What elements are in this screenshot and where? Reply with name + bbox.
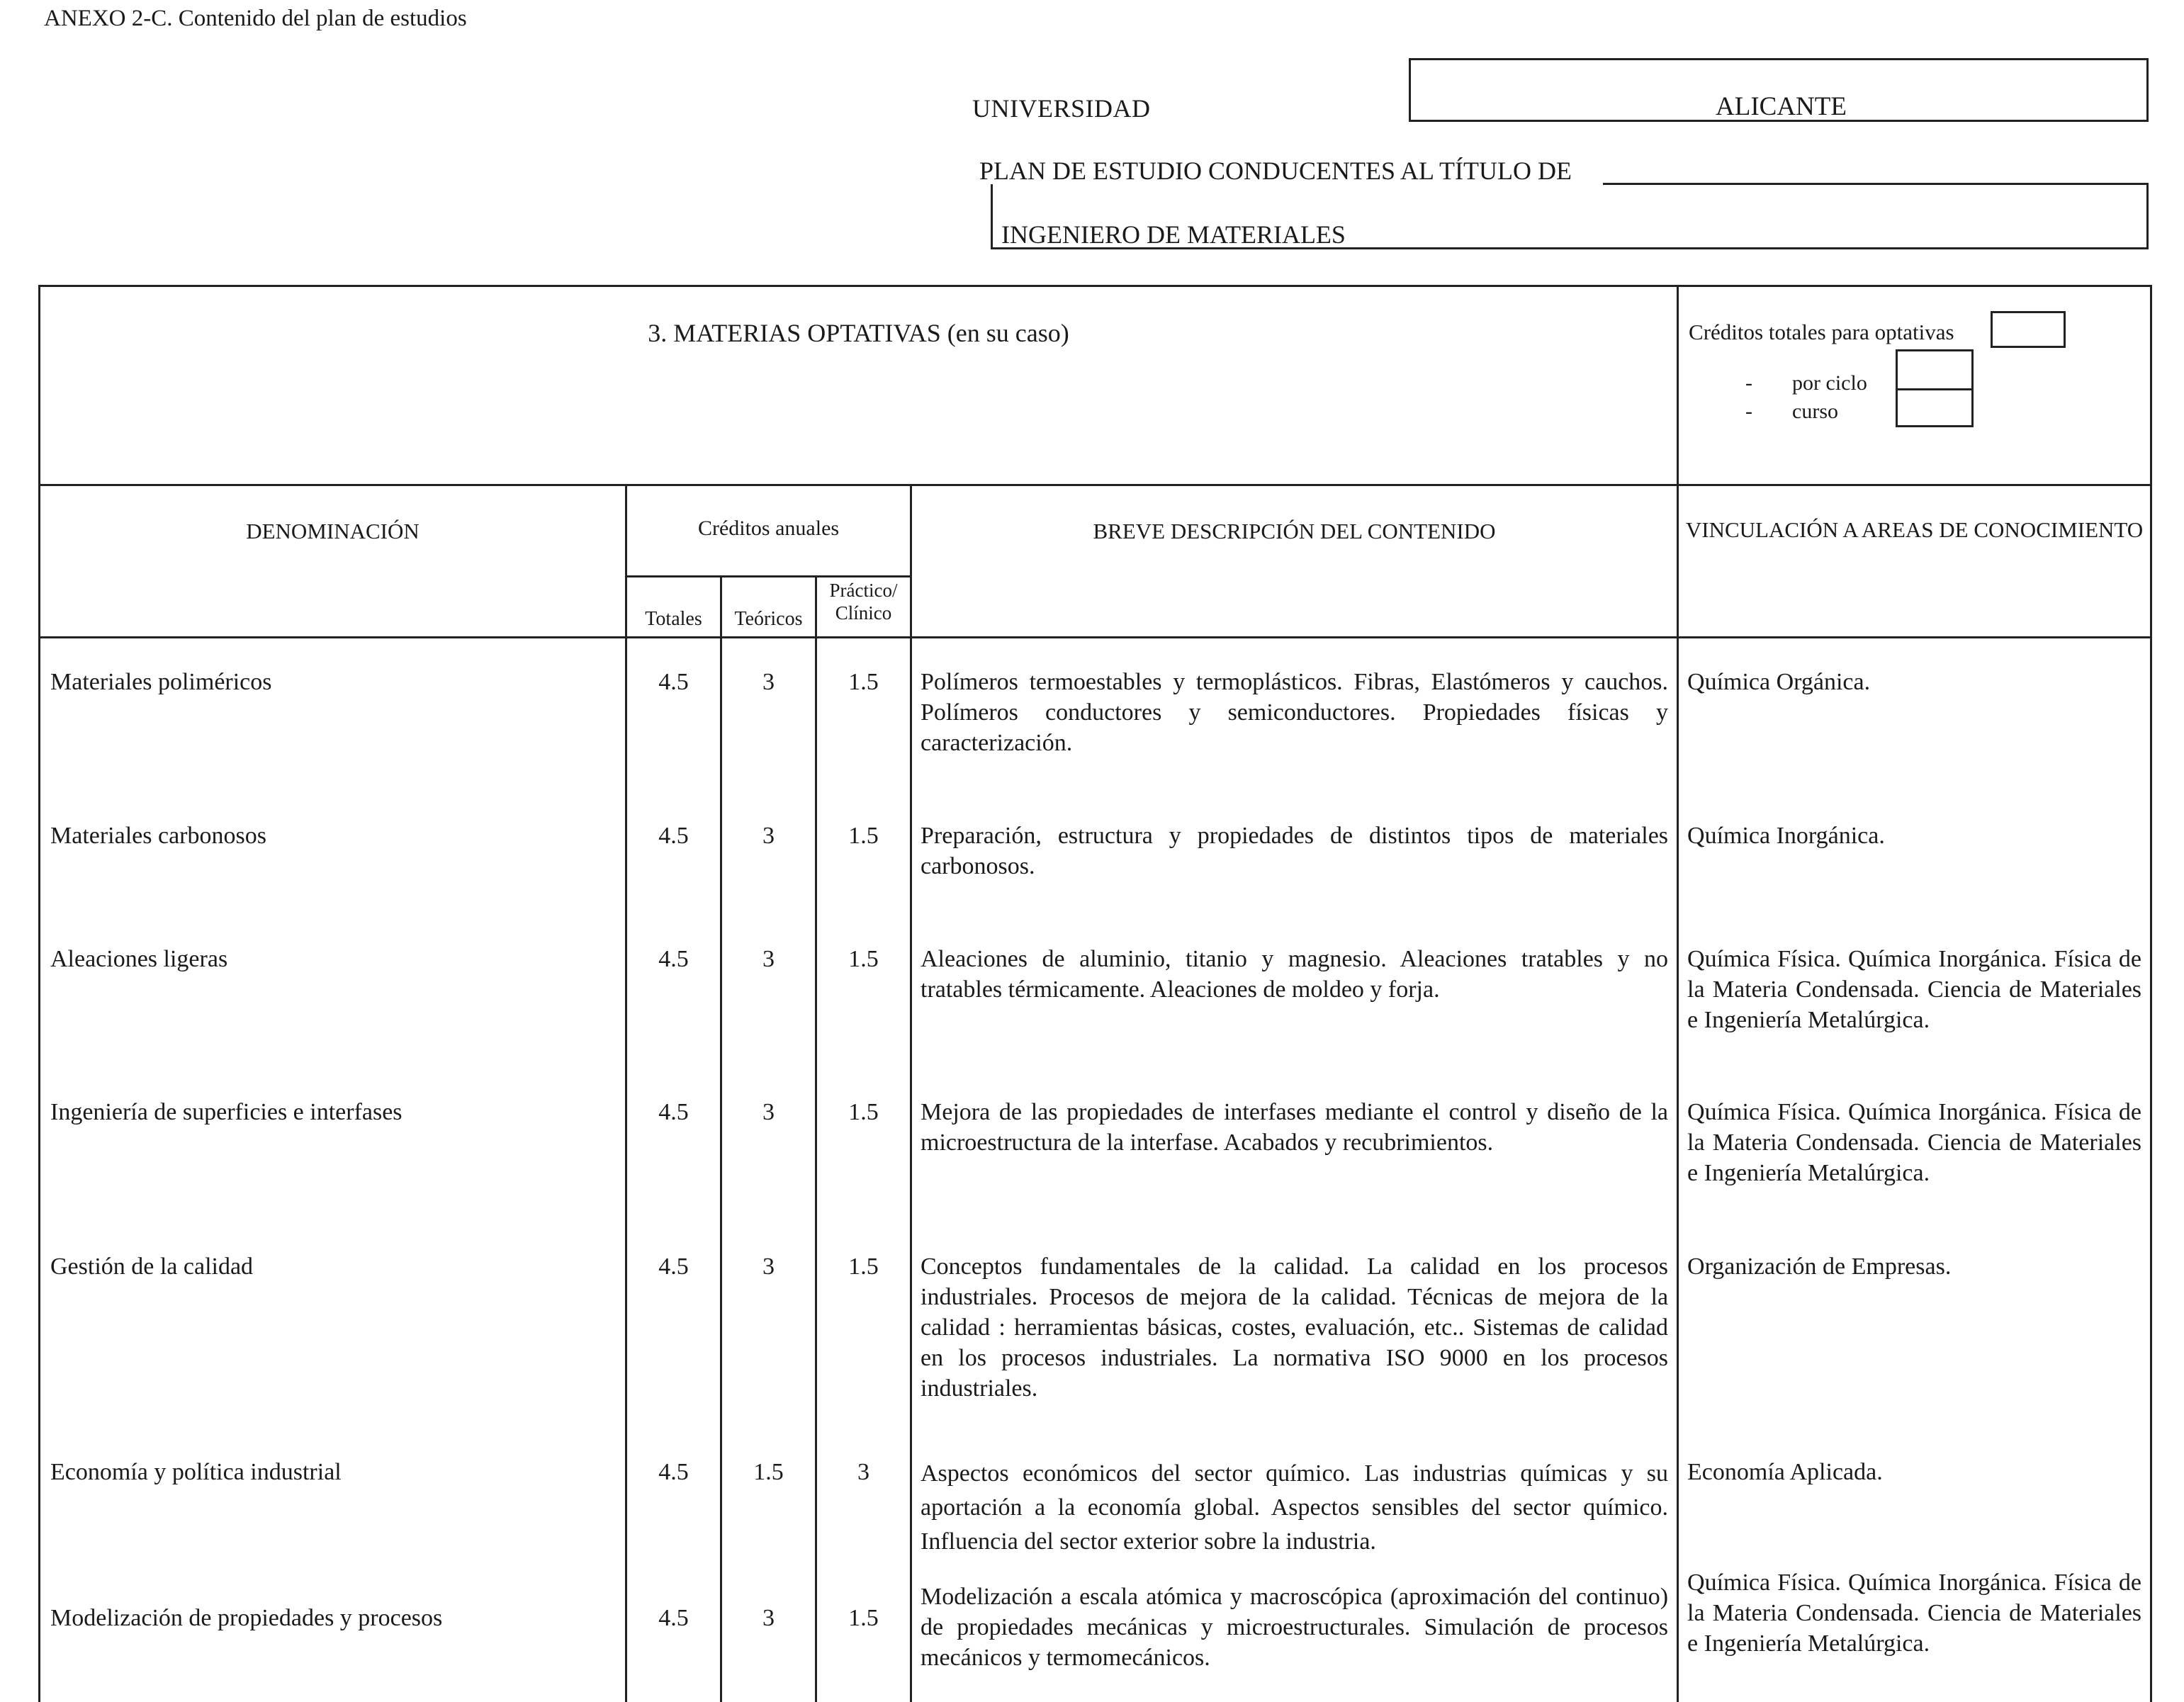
credits-practicos: 1.5: [816, 915, 911, 1069]
table-row: [40, 1560, 2151, 1702]
header-descripcion: BREVE DESCRIPCIÓN DEL CONTENIDO: [911, 485, 1678, 638]
subject-name: Materiales carbonosos: [40, 792, 626, 915]
course-label: curso: [1792, 400, 1839, 423]
header-practico: Práctico/ Clínico: [816, 577, 911, 638]
subject-description: Mejora de las propiedades de interfases mediante el control y diseño de la microestructura de la interfase. Acabados y recubrimientos.: [911, 1069, 1678, 1223]
subject-name: Gestión de la calidad: [40, 1223, 626, 1428]
credits-teoricos: 3: [721, 1560, 816, 1702]
knowledge-areas: Química Física. Química Inorgánica. Física de la Materia Condensada. Ciencia de Materiales e Ingeniería Metalúrgica.: [1678, 1560, 2151, 1702]
university-value: ALICANTE: [1716, 92, 1847, 121]
plan-label: PLAN DE ESTUDIO CONDUCENTES AL TÍTULO DE: [979, 157, 1572, 185]
credits-teoricos: 1.5: [721, 1428, 816, 1560]
credits-practicos: 1.5: [816, 638, 911, 792]
header-teoricos: Teóricos: [721, 577, 816, 638]
header-totales: Totales: [626, 577, 721, 638]
credits-totales: 4.5: [626, 638, 721, 792]
table-row: [40, 1069, 2151, 1223]
credits-total-panel: [1678, 286, 2151, 485]
subject-description: Polímeros termoestables y termoplásticos. Fibras, Elastómeros y cauchos. Polímeros conductores y semiconductores. Propiedades físicas y caracterización.: [911, 638, 1678, 792]
knowledge-areas: Química Orgánica.: [1678, 638, 2151, 792]
subject-description: Aspectos económicos del sector químico. Las industrias químicas y su aportación a la economía global. Aspectos sensibles del sector químico. Influencia del sector exterior sobre la industria.: [911, 1428, 1678, 1560]
knowledge-areas: Economía Aplicada.: [1678, 1428, 2151, 1560]
credits-teoricos: 3: [721, 792, 816, 915]
credits-total-box: [1991, 311, 2066, 348]
credits-totales: 4.5: [626, 915, 721, 1069]
credits-teoricos: 3: [721, 915, 816, 1069]
table-row: [40, 915, 2151, 1069]
subject-description: Modelización a escala atómica y macroscópica (aproximación del continuo) de propiedades mecánicas y microestructurales. Simulación de procesos mecánicos y termomecánicos.: [911, 1560, 1678, 1702]
credits-practicos: 1.5: [816, 1223, 911, 1428]
knowledge-areas: Química Física. Química Inorgánica. Física de la Materia Condensada. Ciencia de Materiales e Ingeniería Metalúrgica.: [1678, 1069, 2151, 1223]
header-vinculacion: VINCULACIÓN A AREAS DE CONOCIMIENTO: [1678, 485, 2151, 638]
plan-title-box: [991, 184, 2149, 249]
subject-name: Economía y política industrial: [40, 1428, 626, 1560]
subject-description: Conceptos fundamentales de la calidad. La calidad en los procesos industriales. Procesos de mejora de la calidad. Técnicas de mejora de la calidad : herramientas básicas, costes, evaluación, etc.. Sistemas de calidad en los procesos industriales. La normativa ISO 9000 en los procesos industriales.: [911, 1223, 1678, 1428]
table-row: [40, 638, 2151, 792]
table-row: [40, 1428, 2151, 1560]
credits-totales: 4.5: [626, 792, 721, 915]
header-denominacion: DENOMINACIÓN: [40, 485, 626, 638]
table-row: [40, 792, 2151, 915]
per-cycle-dash: -: [1745, 371, 1753, 395]
table-row: [40, 1223, 2151, 1428]
section-title: 3. MATERIAS OPTATIVAS (en su caso): [40, 286, 1678, 485]
subject-description: Preparación, estructura y propiedades de distintos tipos de materiales carbonosos.: [911, 792, 1678, 915]
credits-practicos: 1.5: [816, 1560, 911, 1702]
university-label: UNIVERSIDAD: [972, 94, 1151, 123]
university-box: [1409, 58, 2149, 122]
credits-teoricos: 3: [721, 1223, 816, 1428]
per-cycle-label: por ciclo: [1792, 371, 1867, 395]
credits-practicos: 1.5: [816, 1069, 911, 1223]
subject-name: Aleaciones ligeras: [40, 915, 626, 1069]
credits-totales: 4.5: [626, 1223, 721, 1428]
credits-totales: 4.5: [626, 1428, 721, 1560]
credits-teoricos: 3: [721, 638, 816, 792]
subject-name: Materiales poliméricos: [40, 638, 626, 792]
subject-description: Aleaciones de aluminio, titanio y magnesio. Aleaciones tratables y no tratables térmicamente. Aleaciones de moldeo y forja.: [911, 915, 1678, 1069]
section-row: [40, 286, 2151, 485]
credits-totales: 4.5: [626, 1069, 721, 1223]
subject-name: Modelización de propiedades y procesos: [40, 1560, 626, 1702]
knowledge-areas: Química Inorgánica.: [1678, 792, 2151, 915]
header-creditos-anuales: Créditos anuales: [626, 485, 911, 577]
optional-subjects-table: [38, 285, 2152, 1702]
per-cycle-course-box: [1896, 349, 1974, 427]
credits-practicos: 3: [816, 1428, 911, 1560]
credits-practicos: 1.5: [816, 792, 911, 915]
header-row: [40, 485, 2151, 577]
knowledge-areas: Organización de Empresas.: [1678, 1223, 2151, 1428]
credits-total-label: Créditos totales para optativas: [1689, 320, 1954, 344]
knowledge-areas: Química Física. Química Inorgánica. Física de la Materia Condensada. Ciencia de Materiales e Ingeniería Metalúrgica.: [1678, 915, 2151, 1069]
subject-name: Ingeniería de superficies e interfases: [40, 1069, 626, 1223]
credits-teoricos: 3: [721, 1069, 816, 1223]
annex-title: ANEXO 2-C. Contenido del plan de estudios: [44, 6, 467, 31]
plan-title: INGENIERO DE MATERIALES: [1001, 220, 1346, 249]
credits-totales: 4.5: [626, 1560, 721, 1702]
course-dash: -: [1745, 400, 1753, 423]
